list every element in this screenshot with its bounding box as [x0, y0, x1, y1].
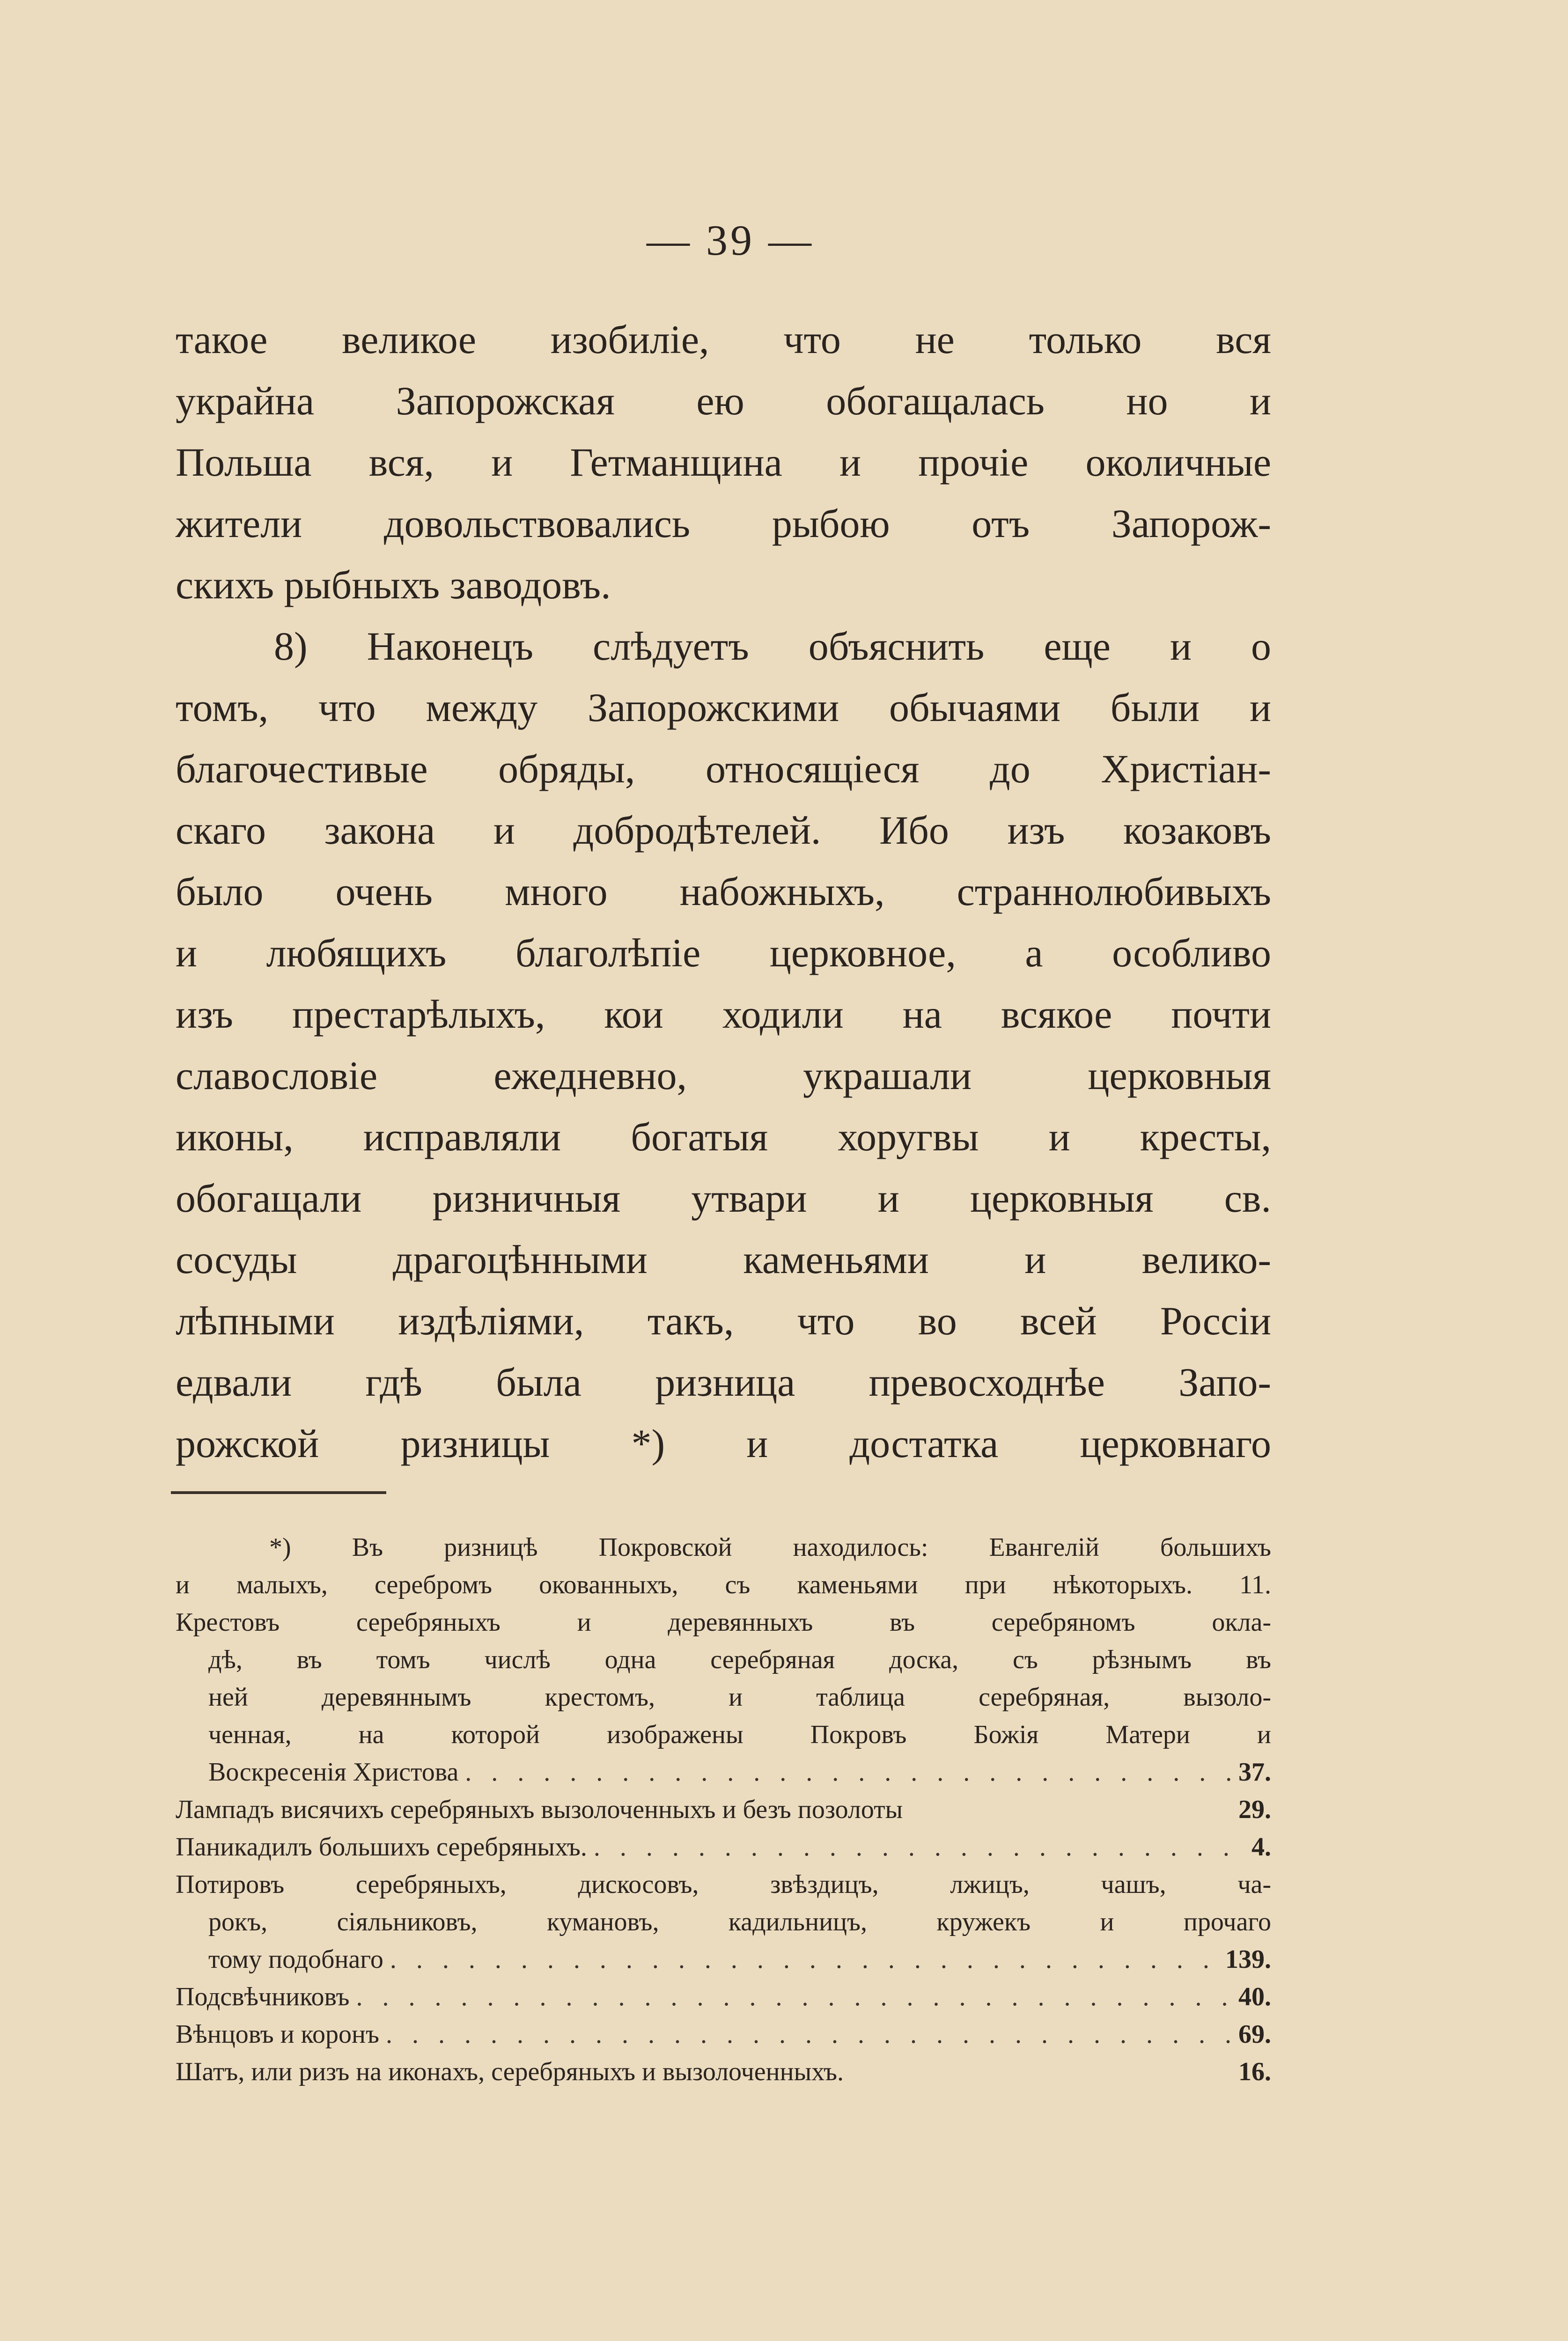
text-line: изъ престарѣлыхъ, кои ходили на всякое почти	[176, 992, 1271, 1037]
entry-label: Шатъ, или ризъ на иконахъ, серебряныхъ и вызолоченныхъ.	[176, 2057, 844, 2086]
footnote-line: ней деревяннымъ крестомъ, и таблица серебряная, вызоло-	[208, 1683, 1271, 1712]
text-line: скихъ рыбныхъ заводовъ.	[176, 562, 611, 607]
entry-label: тому подобнаго	[208, 1945, 383, 1974]
footnote-line: Крестовъ серебряныхъ и деревянныхъ въ серебряномъ окла-	[176, 1608, 1271, 1637]
main-text-block	[176, 309, 1271, 1474]
text-line: украйна Запорожская ею обогащалась но и	[176, 378, 1271, 423]
footnote-line: и малыхъ, серебромъ окованныхъ, съ каменьями при нѣкоторыхъ. 11.	[176, 1570, 1271, 1599]
text-line: рожской ризницы *) и достатка церковнаго	[176, 1421, 1271, 1466]
footnote-entry	[176, 1753, 1271, 1791]
entry-label: Вѣнцовъ и коронъ	[176, 2020, 379, 2049]
dot-leader	[465, 1753, 1232, 1791]
text-line: лѣпными издѣліями, такъ, что во всей Россіи	[176, 1298, 1271, 1343]
footnote-entry	[176, 1941, 1271, 1978]
entry-label: Паникадилъ большихъ серебряныхъ.	[176, 1833, 587, 1862]
footnote-line: рокъ, сіяльниковъ, кумановъ, кадильницъ, кружекъ и прочаго	[208, 1907, 1271, 1936]
text-line: скаго закона и добродѣтелей. Ибо изъ козаковъ	[176, 808, 1271, 853]
entry-count: 69.	[1238, 2020, 1271, 2049]
entry-count: 37.	[1238, 1758, 1271, 1787]
dot-leader	[594, 1828, 1245, 1866]
footnote-line: Потировъ серебряныхъ, дискосовъ, звѣздицъ, лжицъ, чашъ, ча-	[176, 1870, 1271, 1899]
footnote-entry	[176, 1791, 1271, 1828]
text-line: обогащали ризничныя утвари и церковныя св.	[176, 1176, 1271, 1221]
footnote-separator-rule	[171, 1491, 386, 1494]
text-line: и любящихъ благолѣпіе церковное, а особливо	[176, 930, 1271, 975]
entry-count: 16.	[1238, 2057, 1271, 2086]
entry-count: 139.	[1225, 1945, 1271, 1974]
footnote-block	[176, 1529, 1271, 2091]
page-number: — 39 —	[647, 216, 814, 264]
text-line: жители довольствовались рыбою отъ Запорож-	[176, 501, 1271, 546]
entry-count: 4.	[1251, 1833, 1271, 1862]
text-line: такое великое изобиліе, что не только вся	[176, 317, 1271, 362]
entry-label: Воскресенія Христова	[208, 1758, 459, 1787]
footnote-line: дѣ, въ томъ числѣ одна серебряная доска, съ рѣзнымъ въ	[208, 1645, 1271, 1674]
dot-leader	[386, 2016, 1232, 2053]
text-line: томъ, что между Запорожскими обычаями были и	[176, 685, 1271, 730]
footnote-line: ченная, на которой изображены Покровъ Божія Матери и	[208, 1720, 1271, 1749]
text-line: славословіе ежедневно, украшали церковныя	[176, 1053, 1271, 1098]
footnote-entry	[176, 1978, 1271, 2016]
dot-leader	[390, 1941, 1219, 1978]
text-line: едвали гдѣ была ризница превосходнѣе Запо-	[176, 1360, 1271, 1405]
text-line: благочестивые обряды, относящіеся до Христіан-	[176, 746, 1271, 791]
footnote-entry	[176, 2053, 1271, 2091]
text-line: иконы, исправляли богатыя хоругвы и кресты,	[176, 1114, 1271, 1159]
entry-count: 40.	[1238, 1982, 1271, 2011]
text-line: сосуды драгоцѣнными каменьями и велико-	[176, 1237, 1271, 1282]
footnote-line: *) Въ ризницѣ Покровской находилось: Евангелій большихъ	[269, 1533, 1271, 1562]
paragraph-start-line: 8) Наконецъ слѣдуетъ объяснить еще и о	[274, 624, 1271, 669]
footnote-entry	[176, 2016, 1271, 2053]
text-line: было очень много набожныхъ, страннолюбивыхъ	[176, 869, 1271, 914]
footnote-entry	[176, 1828, 1271, 1866]
entry-label: Подсвѣчниковъ	[176, 1982, 350, 2011]
dot-leader	[356, 1978, 1232, 2016]
entry-label: Лампадъ висячихъ серебряныхъ вызолоченныхъ и безъ позолоты	[176, 1795, 903, 1824]
entry-count: 29.	[1238, 1795, 1271, 1824]
text-line: Польша вся, и Гетманщина и прочіе околичные	[176, 440, 1271, 485]
